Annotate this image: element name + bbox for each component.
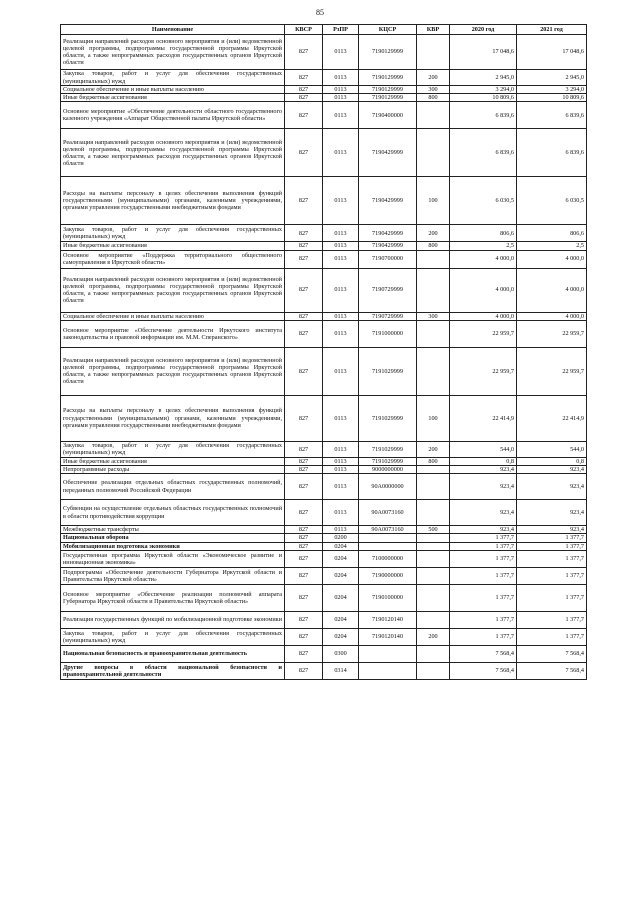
row-kvsr-cell: 827 xyxy=(285,441,323,457)
row-2020-cell: 22 959,7 xyxy=(450,320,517,347)
row-2021-cell: 6 839,6 xyxy=(517,129,587,177)
row-name-cell: Основное мероприятие «Обеспечение деятельности областного государственного казенного учреждения «Аппарат Общественной палаты Иркутской области» xyxy=(61,102,285,129)
row-name-cell: Иные бюджетные ассигнования xyxy=(61,94,285,102)
row-2021-cell: 22 959,7 xyxy=(517,347,587,395)
row-kcsr-cell: 7191029999 xyxy=(359,457,417,465)
row-2020-cell: 923,4 xyxy=(450,526,517,534)
header-kcsr: КЦСР xyxy=(359,25,417,35)
row-rzpr-cell: 0113 xyxy=(323,177,359,225)
row-name-cell: Иные бюджетные ассигнования xyxy=(61,457,285,465)
row-2020-cell: 22 414,9 xyxy=(450,395,517,441)
row-2020-cell: 6 839,6 xyxy=(450,102,517,129)
row-rzpr-cell: 0204 xyxy=(323,550,359,567)
header-kvsr: КВСР xyxy=(285,25,323,35)
row-2021-cell: 4 000,0 xyxy=(517,250,587,268)
row-kcsr-cell: 7190429999 xyxy=(359,177,417,225)
row-2021-cell: 1 377,7 xyxy=(517,628,587,645)
row-rzpr-cell: 0113 xyxy=(323,465,359,473)
row-kvsr-cell: 827 xyxy=(285,662,323,679)
table-row xyxy=(61,550,587,567)
row-2021-cell: 7 568,4 xyxy=(517,645,587,662)
row-kvsr-cell: 827 xyxy=(285,35,323,70)
row-2021-cell: 923,4 xyxy=(517,526,587,534)
table-row xyxy=(61,94,587,102)
row-name-cell: Основное мероприятие «Обеспечение деятельности Иркутского института законодательства и правовой информации им. М.М. Сперанского» xyxy=(61,320,285,347)
row-kcsr-cell: 7190429999 xyxy=(359,129,417,177)
table-header-row xyxy=(61,25,587,35)
row-kvsr-cell: 827 xyxy=(285,250,323,268)
row-kvsr-cell: 827 xyxy=(285,628,323,645)
row-kvr-cell: 200 xyxy=(417,628,450,645)
row-2021-cell: 1 377,7 xyxy=(517,534,587,542)
row-rzpr-cell: 0113 xyxy=(323,500,359,526)
row-kvsr-cell: 827 xyxy=(285,526,323,534)
row-2020-cell: 1 377,7 xyxy=(450,550,517,567)
row-kvsr-cell: 827 xyxy=(285,225,323,242)
row-2020-cell: 1 377,7 xyxy=(450,628,517,645)
row-kcsr-cell: 7100000000 xyxy=(359,550,417,567)
row-kvr-cell xyxy=(417,268,450,312)
row-kvsr-cell: 827 xyxy=(285,94,323,102)
row-kvr-cell xyxy=(417,35,450,70)
row-2021-cell: 22 414,9 xyxy=(517,395,587,441)
row-kvsr-cell: 827 xyxy=(285,457,323,465)
row-2021-cell: 10 809,6 xyxy=(517,94,587,102)
table-row xyxy=(61,129,587,177)
row-kcsr-cell: 7190429999 xyxy=(359,225,417,242)
row-name-cell: Иные бюджетные ассигнования xyxy=(61,242,285,250)
row-rzpr-cell: 0113 xyxy=(323,347,359,395)
row-2020-cell: 1 377,7 xyxy=(450,584,517,611)
row-2021-cell: 2 945,0 xyxy=(517,70,587,86)
row-kvr-cell: 300 xyxy=(417,86,450,94)
row-kvr-cell: 200 xyxy=(417,70,450,86)
row-2021-cell: 22 959,7 xyxy=(517,320,587,347)
row-rzpr-cell: 0113 xyxy=(323,474,359,500)
table-row xyxy=(61,86,587,94)
table-row xyxy=(61,465,587,473)
row-rzpr-cell: 0204 xyxy=(323,542,359,550)
row-rzpr-cell: 0113 xyxy=(323,225,359,242)
row-kvsr-cell: 827 xyxy=(285,320,323,347)
row-2020-cell: 2,5 xyxy=(450,242,517,250)
row-rzpr-cell: 0113 xyxy=(323,102,359,129)
row-2020-cell: 6 839,6 xyxy=(450,129,517,177)
row-kvr-cell xyxy=(417,474,450,500)
row-kcsr-cell xyxy=(359,662,417,679)
row-rzpr-cell: 0204 xyxy=(323,628,359,645)
row-rzpr-cell: 0314 xyxy=(323,662,359,679)
row-rzpr-cell: 0300 xyxy=(323,645,359,662)
row-2021-cell: 2,5 xyxy=(517,242,587,250)
row-kvsr-cell: 827 xyxy=(285,395,323,441)
row-kvsr-cell: 827 xyxy=(285,567,323,584)
row-2021-cell: 4 000,0 xyxy=(517,268,587,312)
table-row xyxy=(61,177,587,225)
row-kvr-cell: 500 xyxy=(417,526,450,534)
row-rzpr-cell: 0204 xyxy=(323,584,359,611)
row-rzpr-cell: 0113 xyxy=(323,86,359,94)
row-name-cell: Межбюджетные трансферты xyxy=(61,526,285,534)
row-name-cell: Основное мероприятие «Поддержка территориального общественного самоуправления в Иркутской области» xyxy=(61,250,285,268)
row-rzpr-cell: 0113 xyxy=(323,242,359,250)
row-rzpr-cell: 0113 xyxy=(323,441,359,457)
header-2020: 2020 год xyxy=(450,25,517,35)
row-kcsr-cell: 7190400000 xyxy=(359,102,417,129)
row-kvsr-cell: 827 xyxy=(285,534,323,542)
row-kcsr-cell: 90А0000000 xyxy=(359,474,417,500)
row-kvsr-cell: 827 xyxy=(285,70,323,86)
row-kvsr-cell: 827 xyxy=(285,268,323,312)
table-row xyxy=(61,500,587,526)
row-2021-cell: 17 048,6 xyxy=(517,35,587,70)
row-kcsr-cell: 7191029999 xyxy=(359,395,417,441)
row-2020-cell: 2 945,0 xyxy=(450,70,517,86)
row-kcsr-cell xyxy=(359,534,417,542)
row-2020-cell: 1 377,7 xyxy=(450,534,517,542)
row-kvsr-cell: 827 xyxy=(285,177,323,225)
row-kcsr-cell: 7190129999 xyxy=(359,94,417,102)
row-kcsr-cell xyxy=(359,645,417,662)
row-2020-cell: 7 568,4 xyxy=(450,645,517,662)
row-kcsr-cell: 7191029999 xyxy=(359,347,417,395)
row-rzpr-cell: 0113 xyxy=(323,94,359,102)
table-row xyxy=(61,242,587,250)
row-2020-cell: 0,8 xyxy=(450,457,517,465)
table-row xyxy=(61,526,587,534)
row-name-cell: Основное мероприятие «Обеспечение реализации полномочий аппарата Губернатора Иркутской области и Правительства Иркутской области» xyxy=(61,584,285,611)
row-kcsr-cell: 7190729999 xyxy=(359,312,417,320)
row-2020-cell: 3 294,0 xyxy=(450,86,517,94)
table-row xyxy=(61,457,587,465)
header-2021: 2021 год xyxy=(517,25,587,35)
row-kvr-cell xyxy=(417,567,450,584)
table-row xyxy=(61,534,587,542)
table-body xyxy=(61,35,587,680)
row-2020-cell: 6 030,5 xyxy=(450,177,517,225)
row-kcsr-cell: 7190129999 xyxy=(359,35,417,70)
row-kvsr-cell: 827 xyxy=(285,86,323,94)
budget-table xyxy=(60,24,587,680)
row-kvsr-cell: 827 xyxy=(285,550,323,567)
row-name-cell: Расходы на выплаты персоналу в целях обеспечения выполнения функций государственными (муниципальными) органами, казенными учреждениями, органами управления государственными внебюджетными фондами xyxy=(61,395,285,441)
row-kvr-cell: 100 xyxy=(417,177,450,225)
row-kcsr-cell: 7190700000 xyxy=(359,250,417,268)
row-2020-cell: 1 377,7 xyxy=(450,567,517,584)
row-kvr-cell: 200 xyxy=(417,225,450,242)
table-row xyxy=(61,395,587,441)
row-2021-cell: 6 839,6 xyxy=(517,102,587,129)
row-2020-cell: 1 377,7 xyxy=(450,542,517,550)
table-row xyxy=(61,70,587,86)
row-rzpr-cell: 0113 xyxy=(323,457,359,465)
row-2020-cell: 7 568,4 xyxy=(450,662,517,679)
table-row xyxy=(61,474,587,500)
row-kvr-cell xyxy=(417,662,450,679)
row-rzpr-cell: 0113 xyxy=(323,395,359,441)
row-2020-cell: 1 377,7 xyxy=(450,611,517,628)
row-2021-cell: 923,4 xyxy=(517,465,587,473)
row-name-cell: Национальная безопасность и правоохранительная деятельность xyxy=(61,645,285,662)
row-name-cell: Субвенции на осуществление отдельных областных государственных полномочий в области противодействия коррупции xyxy=(61,500,285,526)
row-kvr-cell: 200 xyxy=(417,441,450,457)
row-2021-cell: 3 294,0 xyxy=(517,86,587,94)
row-kvsr-cell: 827 xyxy=(285,129,323,177)
row-2020-cell: 923,4 xyxy=(450,474,517,500)
row-kvr-cell: 800 xyxy=(417,457,450,465)
row-rzpr-cell: 0113 xyxy=(323,35,359,70)
row-2020-cell: 544,0 xyxy=(450,441,517,457)
row-name-cell: Реализация направлений расходов основного мероприятия и (или) ведомственной целевой программы, подпрограммы государственной программы Иркутской области, а также непрограммных расходов государственных органов Иркутской области xyxy=(61,129,285,177)
row-2021-cell: 806,6 xyxy=(517,225,587,242)
row-name-cell: Реализация направлений расходов основного мероприятия и (или) ведомственной целевой программы, подпрограммы государственной программы Иркутской области, а также непрограммных расходов государственных органов Иркутской области xyxy=(61,35,285,70)
table-row xyxy=(61,542,587,550)
row-name-cell: Закупка товаров, работ и услуг для обеспечения государственных (муниципальных) нужд xyxy=(61,225,285,242)
row-kvsr-cell: 827 xyxy=(285,584,323,611)
row-rzpr-cell: 0200 xyxy=(323,534,359,542)
table-row xyxy=(61,35,587,70)
row-kvr-cell xyxy=(417,347,450,395)
row-name-cell: Социальное обеспечение и иные выплаты населению xyxy=(61,86,285,94)
row-2021-cell: 1 377,7 xyxy=(517,611,587,628)
row-kcsr-cell: 7191000000 xyxy=(359,320,417,347)
row-kvsr-cell: 827 xyxy=(285,474,323,500)
row-name-cell: Национальная оборона xyxy=(61,534,285,542)
row-name-cell: Закупка товаров, работ и услуг для обеспечения государственных (муниципальных) нужд xyxy=(61,441,285,457)
page-number: 85 xyxy=(316,8,324,17)
row-rzpr-cell: 0204 xyxy=(323,567,359,584)
table-row xyxy=(61,102,587,129)
table-row xyxy=(61,250,587,268)
row-2021-cell: 6 030,5 xyxy=(517,177,587,225)
row-kcsr-cell: 90А0073160 xyxy=(359,526,417,534)
row-2020-cell: 4 000,0 xyxy=(450,312,517,320)
row-kcsr-cell: 7190120140 xyxy=(359,628,417,645)
table-row xyxy=(61,645,587,662)
row-2020-cell: 923,4 xyxy=(450,465,517,473)
row-kvr-cell xyxy=(417,320,450,347)
row-2021-cell: 544,0 xyxy=(517,441,587,457)
row-2020-cell: 22 959,7 xyxy=(450,347,517,395)
row-kvr-cell xyxy=(417,584,450,611)
row-kvr-cell xyxy=(417,611,450,628)
row-2020-cell: 923,4 xyxy=(450,500,517,526)
table-row xyxy=(61,611,587,628)
row-kcsr-cell: 7190729999 xyxy=(359,268,417,312)
table-row xyxy=(61,628,587,645)
row-kvr-cell xyxy=(417,465,450,473)
table-row xyxy=(61,312,587,320)
row-kvr-cell xyxy=(417,550,450,567)
row-rzpr-cell: 0113 xyxy=(323,268,359,312)
row-kvsr-cell: 827 xyxy=(285,347,323,395)
row-2021-cell: 7 568,4 xyxy=(517,662,587,679)
row-rzpr-cell: 0113 xyxy=(323,312,359,320)
table-row xyxy=(61,441,587,457)
row-name-cell: Расходы на выплаты персоналу в целях обеспечения выполнения функций государственными (муниципальными) органами, казенными учреждениями, органами управления государственными внебюджетными фондами xyxy=(61,177,285,225)
row-kvr-cell xyxy=(417,102,450,129)
table-row xyxy=(61,584,587,611)
row-kvsr-cell: 827 xyxy=(285,242,323,250)
row-2020-cell: 17 048,6 xyxy=(450,35,517,70)
row-kvr-cell xyxy=(417,500,450,526)
row-kcsr-cell: 9000000000 xyxy=(359,465,417,473)
row-kcsr-cell: 7190129999 xyxy=(359,70,417,86)
row-name-cell: Реализация направлений расходов основного мероприятия и (или) ведомственной целевой программы, подпрограммы государственной программы Иркутской области, а также непрограммных расходов государственных органов Иркутской области xyxy=(61,268,285,312)
table-row xyxy=(61,268,587,312)
row-kvr-cell xyxy=(417,645,450,662)
row-2021-cell: 1 377,7 xyxy=(517,550,587,567)
row-name-cell: Закупка товаров, работ и услуг для обеспечения государственных (муниципальных) нужд xyxy=(61,70,285,86)
row-kvr-cell xyxy=(417,250,450,268)
row-kcsr-cell: 7190120140 xyxy=(359,611,417,628)
header-kvr: КВР xyxy=(417,25,450,35)
row-kvr-cell: 800 xyxy=(417,242,450,250)
table-row xyxy=(61,225,587,242)
row-rzpr-cell: 0113 xyxy=(323,320,359,347)
row-kcsr-cell: 7191029999 xyxy=(359,441,417,457)
row-kcsr-cell: 7190000000 xyxy=(359,567,417,584)
row-rzpr-cell: 0113 xyxy=(323,526,359,534)
row-name-cell: Закупка товаров, работ и услуг для обеспечения государственных (муниципальных) нужд xyxy=(61,628,285,645)
row-kcsr-cell: 7190100000 xyxy=(359,584,417,611)
row-2020-cell: 4 000,0 xyxy=(450,268,517,312)
row-kcsr-cell: 7190429999 xyxy=(359,242,417,250)
row-2020-cell: 10 809,6 xyxy=(450,94,517,102)
row-kvr-cell xyxy=(417,542,450,550)
table-row xyxy=(61,567,587,584)
row-kvsr-cell: 827 xyxy=(285,645,323,662)
row-2021-cell: 0,8 xyxy=(517,457,587,465)
row-kvr-cell xyxy=(417,129,450,177)
row-kvsr-cell: 827 xyxy=(285,611,323,628)
row-name-cell: Государственная программа Иркутской области «Экономическое развитие и инновационная экономика» xyxy=(61,550,285,567)
row-kvsr-cell: 827 xyxy=(285,102,323,129)
row-2020-cell: 4 000,0 xyxy=(450,250,517,268)
row-kcsr-cell: 90А0073160 xyxy=(359,500,417,526)
row-kvsr-cell: 827 xyxy=(285,542,323,550)
row-kcsr-cell: 7190129999 xyxy=(359,86,417,94)
row-2021-cell: 923,4 xyxy=(517,500,587,526)
row-2020-cell: 806,6 xyxy=(450,225,517,242)
row-rzpr-cell: 0113 xyxy=(323,70,359,86)
row-name-cell: Непрограммные расходы xyxy=(61,465,285,473)
row-name-cell: Обеспечение реализации отдельных областных государственных полномочий, переданных полномочий Российской Федерации xyxy=(61,474,285,500)
row-2021-cell: 923,4 xyxy=(517,474,587,500)
row-name-cell: Подпрограмма «Обеспечение деятельности Губернатора Иркутской области и Правительства Иркутской области» xyxy=(61,567,285,584)
row-2021-cell: 1 377,7 xyxy=(517,567,587,584)
row-kvr-cell: 800 xyxy=(417,94,450,102)
row-kcsr-cell xyxy=(359,542,417,550)
row-name-cell: Социальное обеспечение и иные выплаты населению xyxy=(61,312,285,320)
row-kvsr-cell: 827 xyxy=(285,465,323,473)
row-kvsr-cell: 827 xyxy=(285,312,323,320)
row-rzpr-cell: 0113 xyxy=(323,129,359,177)
table-row xyxy=(61,662,587,679)
row-kvr-cell xyxy=(417,534,450,542)
row-kvr-cell: 100 xyxy=(417,395,450,441)
row-rzpr-cell: 0113 xyxy=(323,250,359,268)
row-name-cell: Реализация государственных функций по мобилизационной подготовке экономики xyxy=(61,611,285,628)
row-rzpr-cell: 0204 xyxy=(323,611,359,628)
row-kvr-cell: 300 xyxy=(417,312,450,320)
row-2021-cell: 1 377,7 xyxy=(517,542,587,550)
row-2021-cell: 4 000,0 xyxy=(517,312,587,320)
row-name-cell: Реализация направлений расходов основного мероприятия и (или) ведомственной целевой программы, подпрограммы государственной программы Иркутской области, а также непрограммных расходов государственных органов Иркутской области xyxy=(61,347,285,395)
header-rzpr: РзПР xyxy=(323,25,359,35)
row-name-cell: Мобилизационная подготовка экономики xyxy=(61,542,285,550)
table-row xyxy=(61,347,587,395)
row-kvsr-cell: 827 xyxy=(285,500,323,526)
row-2021-cell: 1 377,7 xyxy=(517,584,587,611)
header-name: Наименование xyxy=(61,25,285,35)
table-row xyxy=(61,320,587,347)
row-name-cell: Другие вопросы в области национальной безопасности и правоохранительной деятельности xyxy=(61,662,285,679)
